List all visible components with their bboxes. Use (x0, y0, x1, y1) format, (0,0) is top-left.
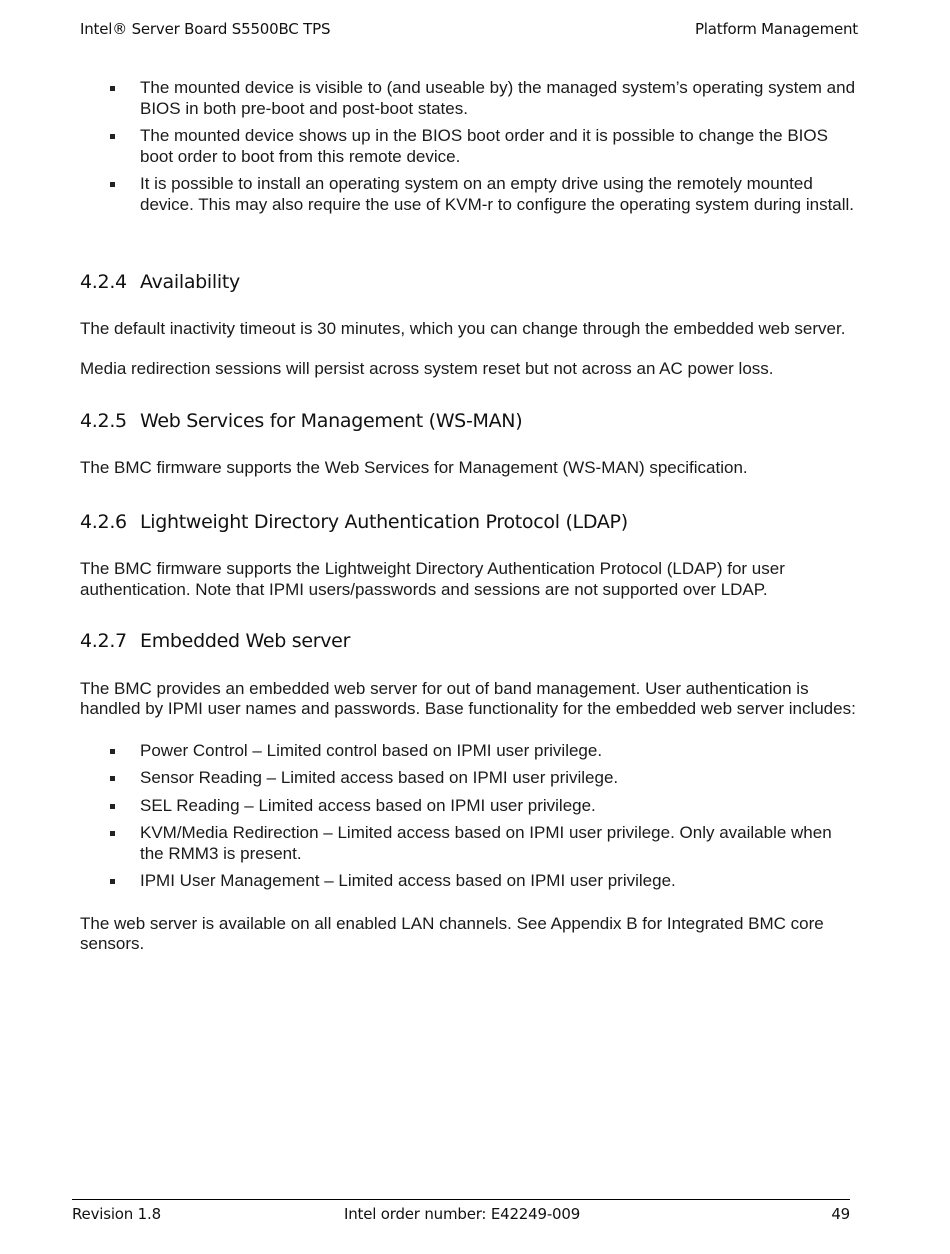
header-chapter-title: Platform Management (694, 20, 858, 38)
paragraph: Media redirection sessions will persist across system reset but not across an AC power loss. (80, 359, 774, 378)
section-heading-availability (80, 272, 860, 293)
paragraph: The BMC firmware supports the Lightweight Directory Authentication Protocol (LDAP) for user authentication. Note that IPMI users/passwords and sessions are not supported over LDAP. (80, 559, 785, 599)
paragraph: The web server is available on all enabled LAN channels. See Appendix B for Integrated BMC core sensors. (80, 913, 824, 953)
list-item-text: The mounted device is visible to (and useable by) the managed system’s operating system and BIOS in both pre-boot and post-boot states. (140, 78, 856, 118)
paragraph: The default inactivity timeout is 30 minutes, which you can change through the embedded web server. (80, 318, 846, 338)
section-number: 4.2.7 (80, 630, 127, 652)
bullet-marker (110, 879, 115, 884)
intro-bullet-list (80, 78, 860, 215)
web-server-feature-list (80, 741, 860, 892)
page-header (80, 20, 858, 38)
section-title: Embedded Web server (140, 630, 351, 652)
page-number: 49 (831, 1205, 850, 1223)
section-title: Lightweight Directory Authentication Protocol (LDAP) (140, 510, 628, 533)
list-item (110, 871, 860, 892)
list-item (110, 126, 860, 167)
section-heading-embedded-web-server (80, 631, 860, 652)
section-heading-ws-man (80, 411, 860, 432)
paragraph: The BMC firmware supports the Web Services for Management (WS-MAN) specification. (80, 458, 748, 477)
paragraph: The BMC provides an embedded web server for out of band management. User authentication is handled by IPMI user names and passwords. Base functionality for the embedded web server includes: (80, 678, 856, 718)
page-content (80, 78, 860, 955)
section-title: Web Services for Management (WS-MAN) (140, 409, 523, 432)
bullet-marker (110, 831, 115, 836)
bullet-marker (110, 182, 115, 187)
bullet-marker (110, 804, 115, 809)
list-item (110, 174, 860, 215)
section-number: 4.2.6 (80, 510, 127, 533)
list-item-text: It is possible to install an operating system on an empty drive using the remotely mounted device. This may also require the use of KVM-r to configure the operating system during install. (140, 174, 855, 214)
list-item (110, 78, 860, 119)
footer-order-number: Intel order number: E42249-009 (344, 1205, 581, 1223)
list-item (110, 823, 860, 864)
section-number: 4.2.5 (80, 409, 127, 432)
bullet-marker (110, 134, 115, 139)
bullet-marker (110, 776, 115, 781)
list-item (110, 796, 860, 817)
list-item-text: SEL Reading – Limited access based on IPMI user privilege. (140, 795, 596, 815)
footer-divider (72, 1199, 850, 1200)
list-item-text: IPMI User Management – Limited access based on IPMI user privilege. (140, 871, 676, 890)
list-item-text: KVM/Media Redirection – Limited access based on IPMI user privilege. Only available when the RMM3 is present. (140, 823, 832, 863)
bullet-marker (110, 749, 115, 754)
bullet-marker (110, 86, 115, 91)
page-footer (72, 1205, 850, 1225)
section-heading-ldap (80, 512, 860, 533)
list-item-text: Sensor Reading – Limited access based on IPMI user privilege. (140, 768, 619, 787)
header-document-title: Intel® Server Board S5500BC TPS (80, 20, 331, 38)
footer-revision: Revision 1.8 (72, 1205, 161, 1223)
list-item (110, 741, 860, 762)
list-item-text: The mounted device shows up in the BIOS boot order and it is possible to change the BIOS boot order to boot from this remote device. (140, 126, 828, 166)
section-title: Availability (140, 271, 240, 293)
list-item-text: Power Control – Limited control based on IPMI user privilege. (140, 740, 603, 760)
list-item (110, 768, 860, 789)
section-number: 4.2.4 (80, 271, 127, 293)
